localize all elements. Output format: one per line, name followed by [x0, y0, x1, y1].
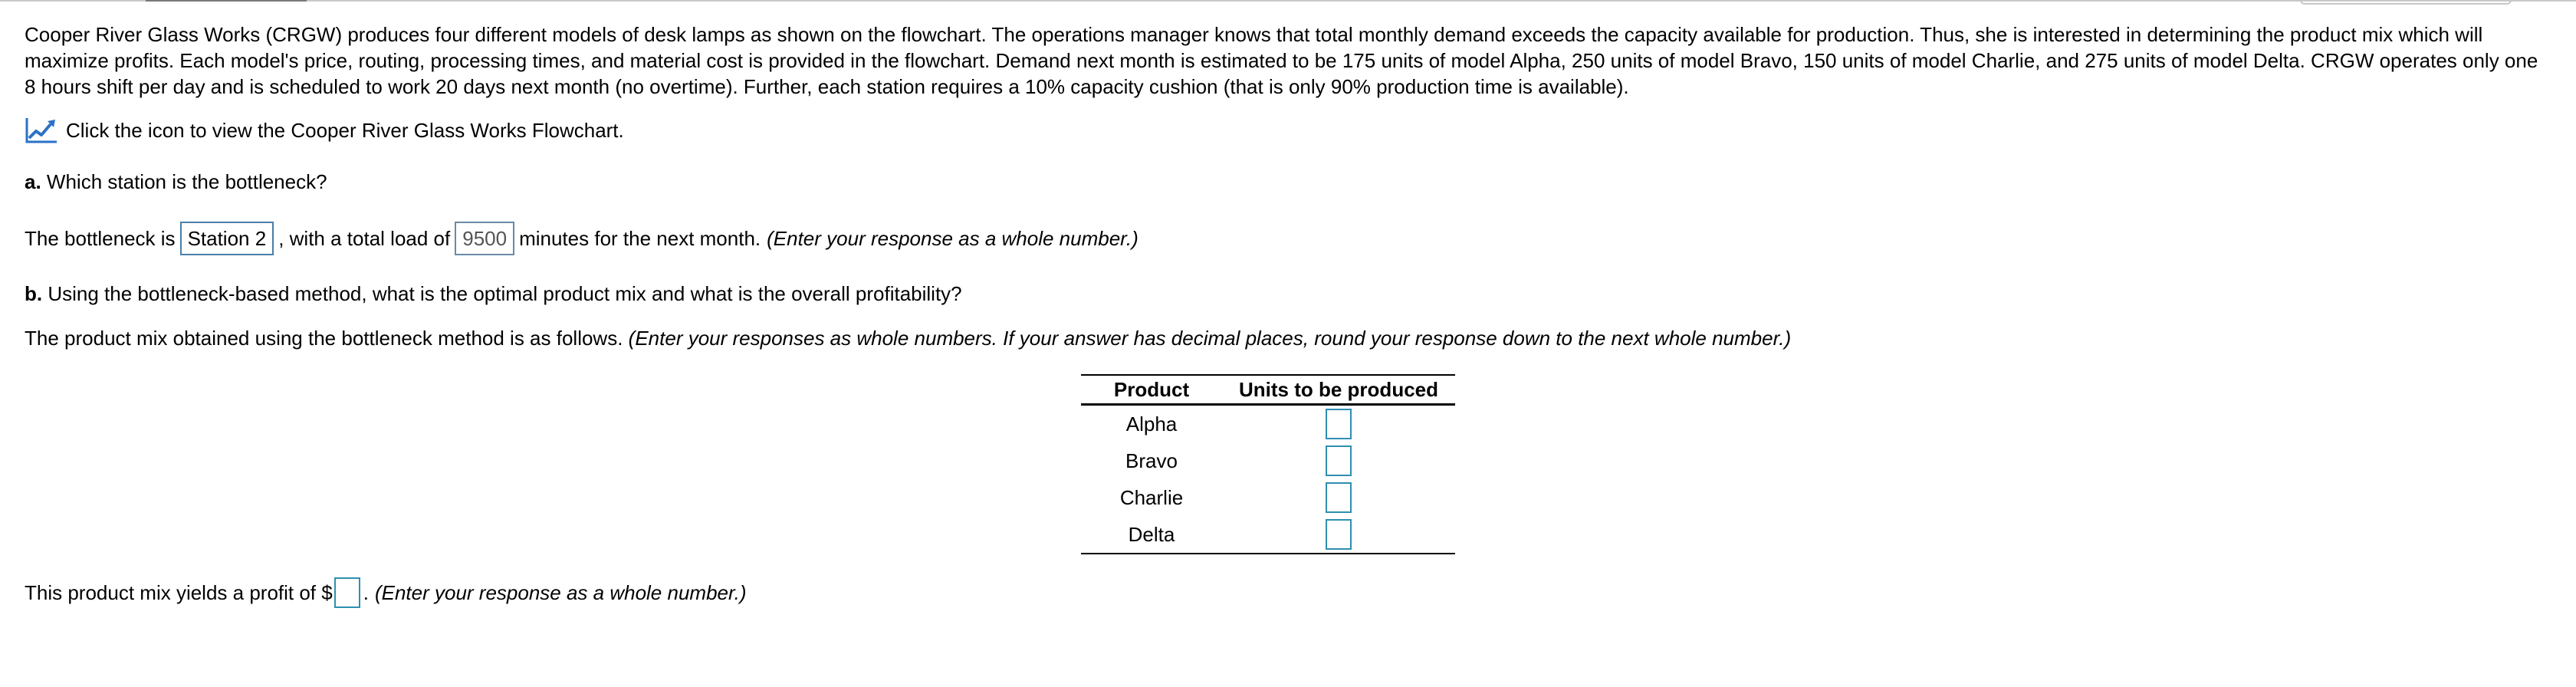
- part-b-question: [25, 281, 2555, 307]
- units-input-bravo[interactable]: [1326, 445, 1352, 476]
- header-units: Units to be produced: [1222, 375, 1455, 405]
- answer-middle: , with a total load of: [278, 227, 451, 250]
- mix-text: The product mix obtained using the bottleneck method is as follows.: [25, 327, 623, 350]
- product-name-charlie: Charlie: [1119, 485, 1184, 509]
- part-a-question: [25, 169, 2555, 195]
- part-a-answer-row: [25, 221, 2555, 256]
- part-a-question-text: Which station is the bottleneck?: [46, 170, 327, 193]
- profit-prefix: This product mix yields a profit of $: [25, 580, 333, 604]
- mix-hint: (Enter your responses as whole numbers. If your answer has decimal places, round your response down to the next whole number.): [628, 327, 1792, 350]
- product-name-alpha: Alpha: [1125, 412, 1178, 436]
- units-cell: [1222, 516, 1455, 554]
- intro-paragraph: [25, 21, 2555, 100]
- answer-prefix: The bottleneck is: [25, 227, 176, 250]
- answer-suffix: minutes for the next month.: [519, 227, 761, 250]
- intro-line-2: maximize profits. Each model's price, routing, processing times, and material cost is provided in the flowchart. Demand next month is estimated to be 175 units of model Alpha, 250 units of model Bravo, 150 units of model Charlie, and 275 units of model Delta. CRGW operates only one: [25, 49, 2538, 72]
- profit-suffix: .: [363, 580, 369, 604]
- flowchart-link-row: [25, 117, 2555, 144]
- product-name-bravo: Bravo: [1125, 449, 1178, 472]
- product-mix-table-wrapper: [1081, 374, 1455, 554]
- total-load-answer-field[interactable]: 9500: [455, 222, 514, 255]
- intro-line-3: 8 hours shift per day and is scheduled to work 20 days next month (no overtime). Further, each station requires a 10% capacity cushion (that is only 90% production time is available).: [25, 75, 1629, 98]
- units-cell: [1222, 442, 1455, 479]
- chart-icon[interactable]: [25, 117, 58, 144]
- product-mix-table: [1081, 374, 1455, 554]
- units-input-delta[interactable]: [1326, 519, 1352, 550]
- flowchart-link-text: Click the icon to view the Cooper River Glass Works Flowchart.: [66, 119, 624, 142]
- product-name-delta: Delta: [1081, 516, 1222, 554]
- answer-hint: (Enter your response as a whole number.): [767, 227, 1138, 250]
- part-b-question-text: Using the bottleneck-based method, what is the optimal product mix and what is the overall profitability?: [48, 282, 962, 305]
- table-row: [1081, 405, 1455, 443]
- units-cell: [1222, 479, 1455, 516]
- intro-line-1: Cooper River Glass Works (CRGW) produces four different models of desk lamps as shown on the flowchart. The operations manager knows that total monthly demand exceeds the capacity available for production. Thus, she is interested in determining the product mix which will: [25, 23, 2483, 46]
- product-mix-instruction: [25, 325, 2555, 351]
- profit-row: [25, 577, 747, 609]
- part-a-label: a.: [25, 170, 41, 193]
- table-row: [1081, 516, 1455, 554]
- profit-hint: (Enter your response as a whole number.): [374, 580, 747, 604]
- profit-input[interactable]: [334, 577, 360, 608]
- header-product: Product: [1081, 375, 1222, 405]
- top-tab-indicator: [146, 0, 307, 3]
- units-cell: [1222, 405, 1455, 443]
- bottleneck-answer-field[interactable]: Station 2: [180, 222, 274, 255]
- units-input-charlie[interactable]: [1326, 482, 1352, 513]
- top-divider: [0, 0, 2576, 2]
- question-content: [25, 21, 2555, 351]
- table-row: [1081, 479, 1455, 516]
- part-b-label: b.: [25, 282, 43, 305]
- units-input-alpha[interactable]: [1326, 409, 1352, 439]
- top-right-control[interactable]: [2300, 0, 2512, 5]
- table-header-row: [1081, 375, 1455, 405]
- table-row: [1081, 442, 1455, 479]
